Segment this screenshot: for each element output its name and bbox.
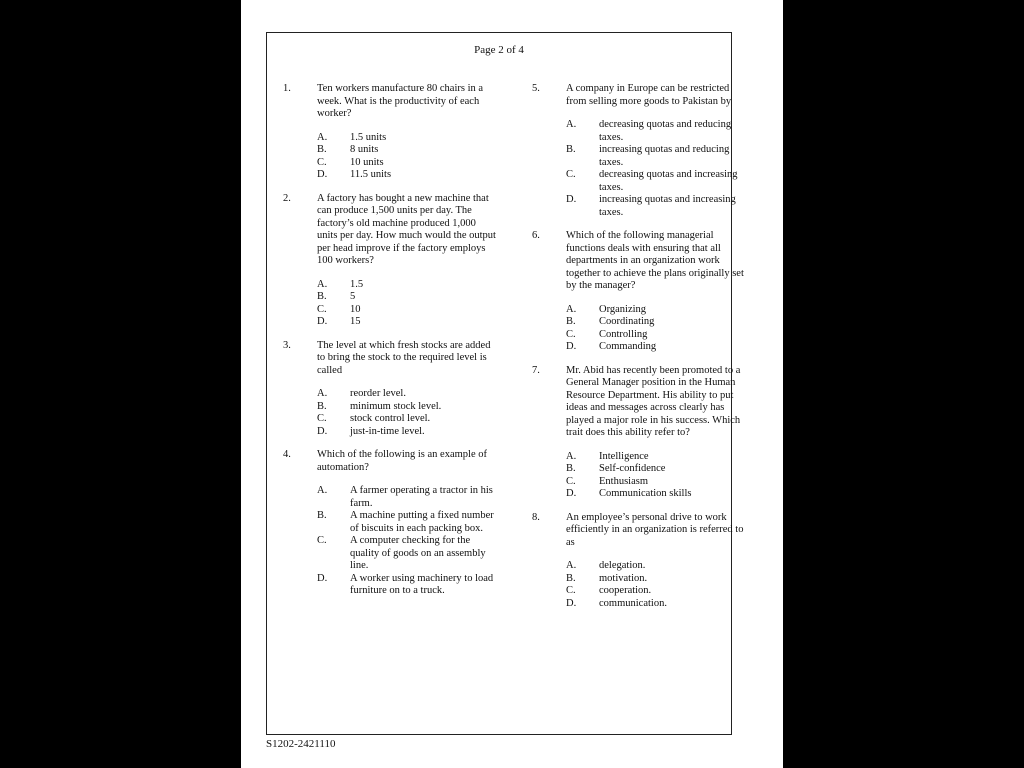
option-letter: C. xyxy=(317,156,327,168)
answer-option xyxy=(317,316,498,329)
option-letter: B. xyxy=(317,144,327,155)
option-text: 11.5 units xyxy=(350,169,392,180)
option-letter: C. xyxy=(566,585,576,596)
answer-option xyxy=(566,560,747,573)
option-text: Organizing xyxy=(599,303,647,315)
question-stem xyxy=(532,230,747,293)
question-stem xyxy=(283,83,498,121)
option-letter: B. xyxy=(317,291,327,302)
option-letter: A. xyxy=(566,303,577,315)
option-letter: D. xyxy=(566,341,577,352)
option-letter: A. xyxy=(317,131,328,143)
option-text: 10 xyxy=(350,303,361,315)
option-text: 1.5 units xyxy=(350,131,387,143)
option-letter: B. xyxy=(566,572,576,584)
question-stem xyxy=(283,340,498,378)
answer-option xyxy=(317,132,498,145)
option-text: 15 xyxy=(350,316,361,327)
question-text: Mr. Abid has recently been promoted to a General Manager position in the Human Resource Department. His ability to put ideas and messages across clearly has played a major role in his success. Which trait does this ability refer to? xyxy=(566,364,741,438)
option-letter: D. xyxy=(317,316,328,327)
option-text: A computer checking for the quality of goods on an assembly line. xyxy=(350,535,486,571)
question-item xyxy=(532,230,747,354)
document-code: S1202-2421110 xyxy=(266,738,336,750)
question-text: A company in Europe can be restricted from selling more goods to Pakistan by xyxy=(566,83,732,107)
question-text: Ten workers manufacture 80 chairs in a week. What is the productivity of each worker? xyxy=(317,83,484,119)
answer-option xyxy=(566,169,747,194)
answer-option xyxy=(317,279,498,292)
answer-option xyxy=(317,413,498,426)
option-text: 10 units xyxy=(350,156,384,168)
option-letter: A. xyxy=(317,388,328,399)
question-stem xyxy=(283,449,498,474)
option-text: reorder level. xyxy=(350,388,406,399)
question-number: 6. xyxy=(532,230,540,241)
page-frame xyxy=(266,32,744,735)
answer-option xyxy=(566,585,747,598)
answer-options xyxy=(532,304,747,354)
question-text: A factory has bought a new machine that can produce 1,500 units per day. The factory’s old machine produced 1,000 units per day. How much would the output per head improve if the factory employs 100 workers? xyxy=(317,192,496,266)
question-item xyxy=(532,512,747,611)
question-stem xyxy=(532,83,747,108)
answer-option xyxy=(566,463,747,476)
left-column xyxy=(283,83,498,609)
question-item xyxy=(283,193,498,329)
answer-option xyxy=(317,510,498,535)
option-letter: A. xyxy=(566,560,577,571)
answer-option xyxy=(317,573,498,598)
question-number: 4. xyxy=(283,449,291,460)
answer-option xyxy=(566,144,747,169)
option-text: minimum stock level. xyxy=(350,400,442,412)
question-item xyxy=(532,365,747,501)
answer-option xyxy=(317,144,498,157)
answer-options xyxy=(283,485,498,598)
option-text: Controlling xyxy=(599,328,648,340)
right-column xyxy=(532,83,747,621)
answer-option xyxy=(317,485,498,510)
question-item xyxy=(532,83,747,219)
question-number: 8. xyxy=(532,511,540,523)
option-text: A farmer operating a tractor in his farm. xyxy=(350,485,493,509)
option-letter: C. xyxy=(566,169,576,180)
answer-options xyxy=(532,560,747,610)
answer-options xyxy=(532,119,747,219)
option-text: cooperation. xyxy=(599,585,652,596)
answer-option xyxy=(566,598,747,611)
option-text: 1.5 xyxy=(350,278,364,290)
question-number: 2. xyxy=(283,192,291,204)
option-letter: B. xyxy=(566,144,576,155)
answer-options xyxy=(283,279,498,329)
option-letter: A. xyxy=(317,485,328,496)
option-text: Commanding xyxy=(599,341,657,352)
option-letter: B. xyxy=(566,316,576,327)
answer-option xyxy=(317,169,498,182)
option-text: 8 units xyxy=(350,144,379,155)
question-number: 5. xyxy=(532,83,540,94)
answer-option xyxy=(566,476,747,489)
option-letter: D. xyxy=(566,597,577,609)
answer-option xyxy=(566,488,747,501)
answer-option xyxy=(317,401,498,414)
option-text: Communication skills xyxy=(599,488,692,499)
option-letter: A. xyxy=(566,450,577,462)
answer-options xyxy=(283,388,498,438)
question-item xyxy=(283,449,498,598)
option-text: Enthusiasm xyxy=(599,475,648,487)
question-text: Which of the following is an example of automation? xyxy=(317,449,487,473)
question-text: The level at which fresh stocks are added to bring the stock to the required level is called xyxy=(317,339,491,376)
document-page xyxy=(241,0,783,768)
answer-options xyxy=(532,451,747,501)
option-text: A machine putting a fixed number of biscuits in each packing box. xyxy=(350,510,494,534)
answer-option xyxy=(566,329,747,342)
answer-option xyxy=(317,304,498,317)
answer-option xyxy=(566,304,747,317)
answer-option xyxy=(317,388,498,401)
option-text: A worker using machinery to load furniture on to a truck. xyxy=(350,572,494,596)
answer-option xyxy=(566,451,747,464)
question-text: An employee’s personal drive to work efficiently in an organization is referred to as xyxy=(566,511,744,548)
option-text: Intelligence xyxy=(599,450,649,462)
option-text: increasing quotas and reducing taxes. xyxy=(599,144,730,168)
answer-option xyxy=(317,426,498,439)
answer-option xyxy=(317,535,498,573)
option-text: communication. xyxy=(599,597,667,609)
option-text: stock control level. xyxy=(350,413,431,424)
option-letter: D. xyxy=(317,572,328,584)
option-letter: C. xyxy=(566,328,576,340)
option-letter: C. xyxy=(317,413,327,424)
page-number: Page 2 of 4 xyxy=(474,44,524,56)
option-letter: D. xyxy=(317,425,328,437)
question-item xyxy=(283,83,498,182)
option-text: decreasing quotas and reducing taxes. xyxy=(599,119,732,143)
option-letter: B. xyxy=(317,510,327,521)
option-letter: A. xyxy=(566,119,577,130)
answer-option xyxy=(317,291,498,304)
option-text: decreasing quotas and increasing taxes. xyxy=(599,169,738,193)
answer-option xyxy=(317,157,498,170)
question-stem xyxy=(532,365,747,440)
answer-option xyxy=(566,573,747,586)
question-number: 1. xyxy=(283,83,291,94)
option-letter: A. xyxy=(317,278,328,290)
answer-options xyxy=(283,132,498,182)
question-stem xyxy=(532,512,747,550)
question-stem xyxy=(283,193,498,268)
option-text: delegation. xyxy=(599,560,646,571)
option-text: just-in-time level. xyxy=(350,425,425,437)
question-number: 3. xyxy=(283,339,291,351)
option-letter: C. xyxy=(317,303,327,315)
option-text: increasing quotas and increasing taxes. xyxy=(599,194,736,218)
option-letter: C. xyxy=(317,535,327,546)
option-letter: D. xyxy=(566,194,577,205)
option-text: Coordinating xyxy=(599,316,655,327)
question-item xyxy=(283,340,498,439)
option-letter: D. xyxy=(566,488,577,499)
option-letter: B. xyxy=(566,463,576,474)
option-letter: C. xyxy=(566,475,576,487)
option-text: Self-confidence xyxy=(599,463,666,474)
answer-option xyxy=(566,119,747,144)
question-number: 7. xyxy=(532,364,540,376)
question-text: Which of the following managerial functions deals with ensuring that all departments in an organization work together to achieve the plans originally set by the manager? xyxy=(566,230,744,291)
option-letter: D. xyxy=(317,169,328,180)
answer-option xyxy=(566,194,747,219)
option-text: motivation. xyxy=(599,572,648,584)
option-text: 5 xyxy=(350,291,356,302)
answer-option xyxy=(566,316,747,329)
option-letter: B. xyxy=(317,400,327,412)
answer-option xyxy=(566,341,747,354)
